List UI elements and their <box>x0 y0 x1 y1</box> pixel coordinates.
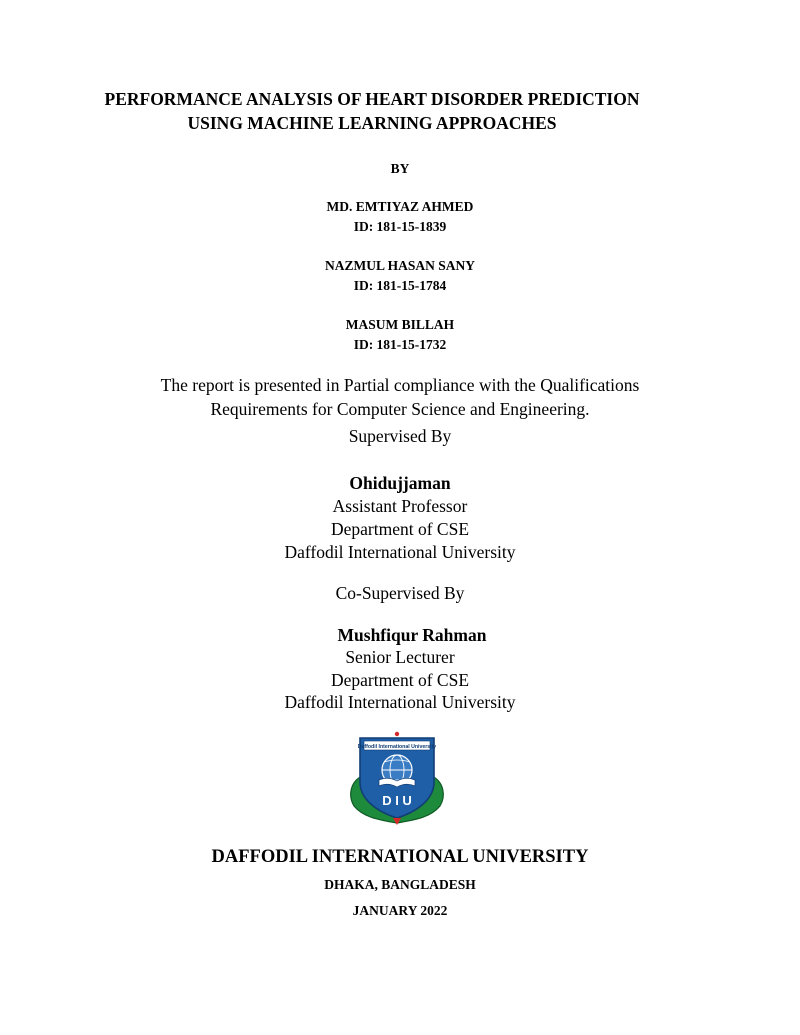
supervisor-name: Ohidujjaman <box>349 473 451 493</box>
co-supervised-by-label: Co-Supervised By <box>335 583 465 603</box>
co-supervisor-name: Mushfiqur Rahman <box>337 625 487 645</box>
report-title-line-2: USING MACHINE LEARNING APPROACHES <box>187 113 557 133</box>
author-name-3: MASUM BILLAH <box>345 317 455 332</box>
logo-emblem-letters: D I U <box>382 793 412 808</box>
author-name-2: NAZMUL HASAN SANY <box>324 258 476 273</box>
statement-line-2: Requirements for Computer Science and Engineering. <box>210 399 590 419</box>
co-supervisor-department: Department of CSE <box>330 670 470 690</box>
by-label: BY <box>390 161 410 176</box>
report-title-line-1: PERFORMANCE ANALYSIS OF HEART DISORDER PREDICTION <box>104 89 640 109</box>
university-name: DAFFODIL INTERNATIONAL UNIVERSITY <box>211 847 589 867</box>
author-name-1: MD. EMTIYAZ AHMED <box>326 199 474 214</box>
logo-flower-mark <box>395 732 399 736</box>
statement-line-1: The report is presented in Partial compliance with the Qualifications <box>160 375 640 395</box>
author-id-1: ID: 181-15-1839 <box>353 219 447 234</box>
supervisor-department: Department of CSE <box>330 519 470 539</box>
supervisor-designation: Assistant Professor <box>332 496 468 516</box>
diu-logo <box>346 730 448 826</box>
co-supervisor-university: Daffodil International University <box>284 692 516 712</box>
report-date: JANUARY 2022 <box>352 903 448 918</box>
university-location: DHAKA, BANGLADESH <box>324 877 476 892</box>
supervised-by-label: Supervised By <box>348 426 452 446</box>
supervisor-university: Daffodil International University <box>284 542 516 562</box>
co-supervisor-designation: Senior Lecturer <box>345 647 455 667</box>
author-id-3: ID: 181-15-1732 <box>353 337 447 352</box>
logo-banner-text: Daffodil International University <box>357 744 437 750</box>
author-id-2: ID: 181-15-1784 <box>353 278 447 293</box>
